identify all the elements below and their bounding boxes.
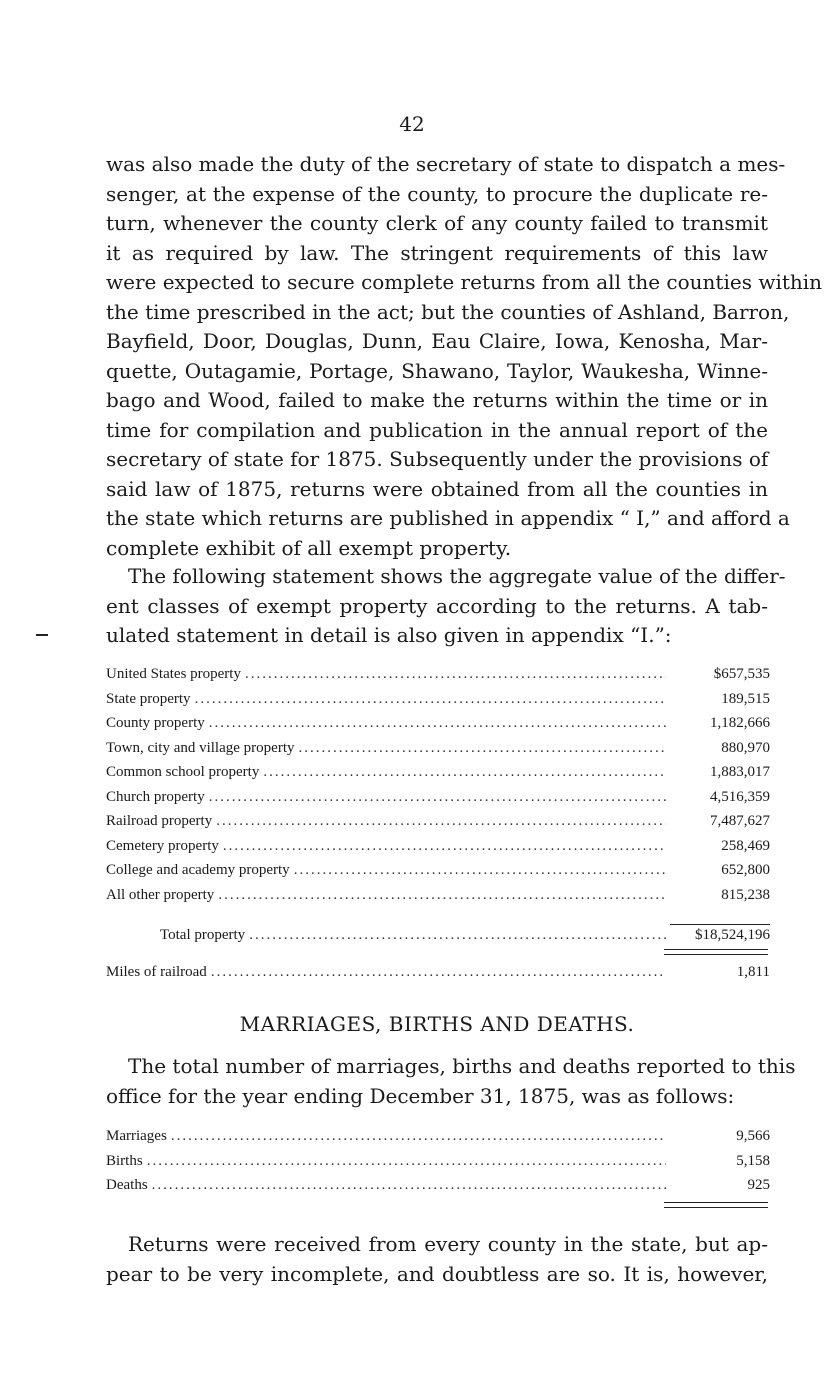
intro-line: complete exhibit of all exempt property. [106,535,512,560]
row-label: Marriages [106,1128,167,1144]
row-label: State property [106,690,191,707]
vital-intro-line: office for the year ending December 31, 1875, was as follows: [106,1083,735,1108]
table-row [106,1128,770,1153]
row-value: 7,487,627 [710,813,770,829]
table-row [106,691,770,716]
row-value: 1,182,666 [710,715,770,731]
table-row [106,838,770,863]
table-row [106,715,770,740]
dot-leader [216,813,666,830]
dot-leader [294,862,666,879]
dot-leader [152,1177,666,1194]
total-label: Total property [160,927,246,943]
dot-leader [209,789,666,806]
vital-stats-table [106,1128,770,1202]
table-row [106,887,770,912]
total-row [106,924,770,949]
table-row [106,740,770,765]
row-label: Births [106,1152,143,1169]
closing-paragraph [106,1230,768,1289]
table-row [106,764,770,789]
dot-leader [263,764,666,781]
dot-leader [218,887,666,904]
total-value: $18,524,196 [670,924,770,944]
dot-leader [245,666,666,683]
page-number: 42 [399,112,425,136]
intro-line: the state which returns are published in appendix “ I,” and afford a [106,506,790,530]
row-label: Deaths [106,1177,148,1193]
row-label: County property [106,715,205,731]
total-double-rule [664,949,768,955]
row-label: Railroad property [106,813,213,829]
row-value: 652,800 [721,862,770,878]
intro-line: Bayfield, Door, Douglas, Dunn, Eau Claire, Iowa, Kenosha, Mar- [106,329,768,353]
row-value: 1,883,017 [710,764,770,780]
table-row [106,1153,770,1178]
dot-leader [211,964,666,981]
row-value: 258,469 [721,837,770,854]
row-label: College and academy property [106,862,290,878]
dot-leader [298,740,666,757]
row-value: 1,811 [736,964,770,980]
dot-leader [249,927,666,944]
row-label: Common school property [106,764,260,780]
section-heading: MARRIAGES, BIRTHS AND DEATHS. [239,1012,635,1036]
statement-paragraph [106,562,786,651]
intro-line: the time prescribed in the act; but the counties of Ashland, Barron, [106,299,790,324]
row-value: 880,970 [721,739,770,756]
row-value: 9,566 [736,1128,770,1144]
intro-line: said law of 1875, returns were obtained from all the counties in [106,476,768,501]
row-label: Cemetery property [106,837,219,854]
intro-line: secretary of state for 1875. Subsequently under the provisions of [106,447,769,471]
vital-double-rule [664,1202,768,1208]
row-label: Church property [106,788,205,805]
closing-line: pear to be very incomplete, and doubtless are so. It is, however, [106,1261,768,1286]
intro-line: quette, Outagamie, Portage, Shawano, Taylor, Waukesha, Winne- [106,358,768,383]
statement-line: ulated statement in detail is also given in appendix “I.”: [106,623,672,647]
dot-leader [171,1128,666,1145]
table-row [106,666,770,691]
dot-leader [195,691,666,708]
intro-line: time for compilation and publication in the annual report of the [106,417,768,442]
row-value: 5,158 [736,1152,770,1169]
row-label: Miles of railroad [106,964,207,980]
vital-intro-paragraph [106,1052,796,1111]
dot-leader [223,838,666,855]
row-value: 815,238 [721,886,770,903]
total-table [106,924,770,949]
row-value: 925 [747,1177,770,1193]
intro-line: senger, at the expense of the county, to procure the duplicate re- [106,181,768,206]
intro-line: bago and Wood, failed to make the returns within the time or in [106,388,768,412]
row-label: All other property [106,886,215,903]
table-row [106,862,770,887]
railroad-miles-table [106,964,770,989]
table-row [106,1177,770,1202]
row-value: 189,515 [721,690,770,707]
table-row [106,964,770,989]
row-value: $657,535 [713,666,770,682]
row-label: United States property [106,666,241,682]
row-value: 4,516,359 [710,788,770,805]
intro-paragraph [106,150,823,563]
closing-line: Returns were received from every county in the state, but ap- [128,1232,768,1256]
intro-line: were expected to secure complete returns from all the counties within [106,270,823,294]
table-row [106,813,770,838]
intro-line: turn, whenever the county clerk of any county failed to transmit [106,211,768,235]
dot-leader [147,1153,666,1170]
intro-line: was also made the duty of the secretary of state to dispatch a mes- [106,152,786,176]
statement-line: ent classes of exempt property according to the returns. A tab- [106,593,768,618]
intro-line: it as required by law. The stringent requirements of this law [106,240,768,265]
row-label: Town, city and village property [106,739,295,756]
statement-line: The following statement shows the aggregate value of the differ- [128,564,786,588]
margin-dash [36,634,48,636]
exempt-property-table [106,666,770,911]
table-row [106,789,770,814]
vital-intro-line: The total number of marriages, births and deaths reported to this [128,1054,796,1078]
dot-leader [209,715,666,732]
